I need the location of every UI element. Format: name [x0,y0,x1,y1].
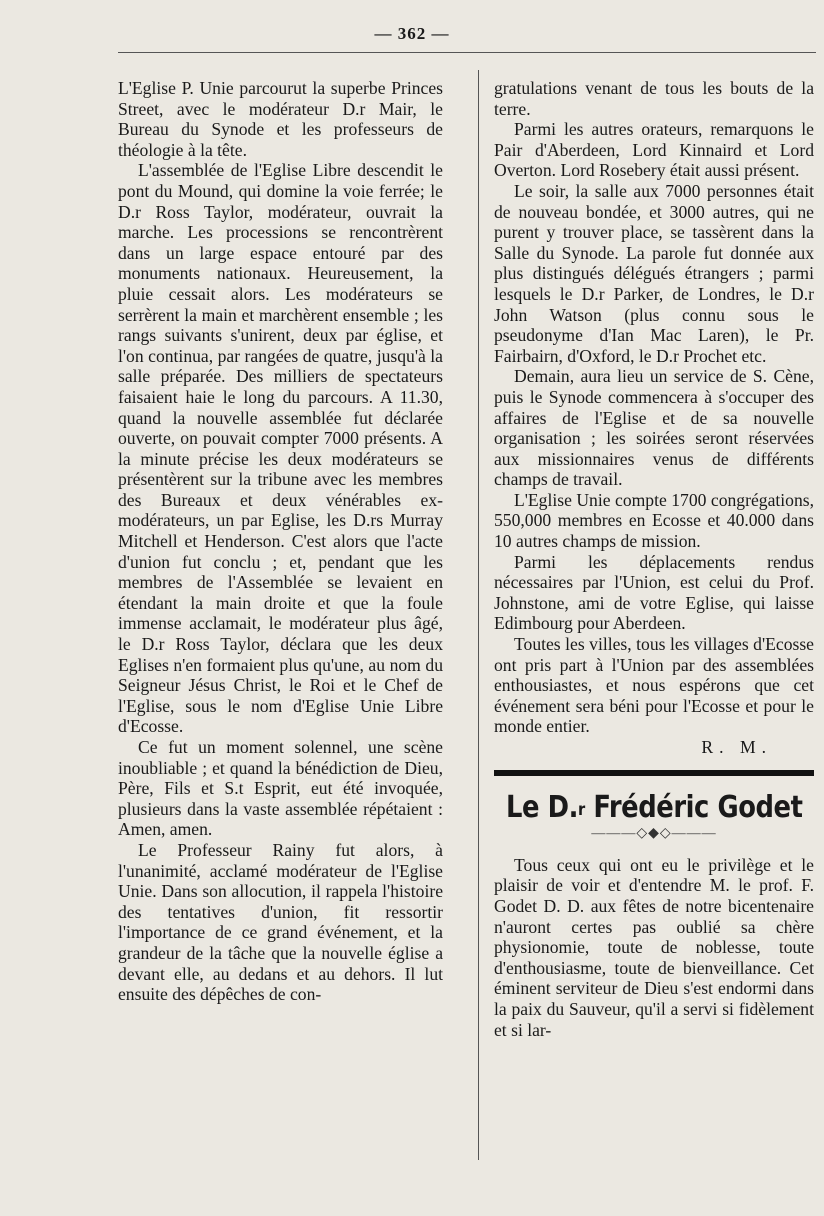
paragraph: L'assemblée de l'Eglise Libre descendit le pont du Mound, qui domine la voie ferrée; le D.r Ross Taylor, modérateur, ouvrait la marche. Les processions se rencontrèrent dans un large espace entouré par des monuments nationaux. Heureusement, la pluie cessait alors. Les modérateurs se serrèrent la main et marchèrent ensemble ; les rangs suivants s'unirent, deux par église, et l'on continua, par rangées de quatre, jusqu'à la salle préparée. Des milliers de spectateurs faisaient haie le long du parcours. A 11.30, quand la nouvelle assemblée fut déclarée ouverte, on pouvait compter 7000 présents. A la minute précise les deux modérateurs se présentèrent sur la tribune avec les membres des Bureaux et deux vénérables ex-modérateurs, un par Eglise, les D.rs Murray Mitchell et Henderson. C'est alors que l'acte d'union fut conclu ; et, pendant que les membres de l'Assemblée se levaient en étendant la main droite et que la foule immense acclamait, le modérateur plus âgé, le D.r Ross Taylor, déclara que les deux Eglises n'en formaient plus qu'une, au nom du Seigneur Jésus Christ, le Roi et le Chef de l'Eglise, sous le nom d'Eglise Unie Libre d'Ecosse. [118,160,443,737]
paragraph: Le Professeur Rainy fut alors, à l'unanimité, acclamé modérateur de l'Eglise Unie. Dans son allocution, il rappela l'histoire des tentatives d'union, fit ressortir l'importance de ce grand événement, et la grandeur de la tâche que la nouvelle église a devant elle, au dedans et au dehors. Il lut ensuite des dépêches de con- [118,839,443,1005]
heading-name: Frédéric Godet [584,789,803,825]
paragraph: Parmi les autres orateurs, remarquons le Pair d'Aberdeen, Lord Kinnaird et Lord Overton. Lord Rosebery était aussi présent. [494,119,814,181]
paragraph: Parmi les déplacements rendus nécessaires par l'Union, est celui du Prof. Johnstone, ami de votre Eglise, qui laisse Edimbourg pour Aberdeen. [494,551,814,634]
page-number: — 362 — [374,24,450,43]
signature: R. M. [701,737,772,757]
paragraph: Le soir, la salle aux 7000 personnes était de nouveau bondée, et 3000 autres, qui ne purent y trouver place, se tassèrent dans la Salle du Synode. La parole fut donnée aux plus distingués délégués étrangers ; parmi lesquels le D.r Parker, de Londres, le D.r John Watson (plus connu sous le pseudonyme d'Ian Mac Laren), le Pr. Fairbairn, d'Oxford, le D.r Prochet etc. [494,180,814,366]
ornament-divider: ———◇◆◇——— [591,826,717,842]
heading-superscript: r [577,799,585,820]
paragraph: Demain, aura lieu un service de S. Cène, puis le Synode commencera à s'occuper des affaires de l'Eglise et de sa nouvelle organisation ; les soirées seront réservées aux missionnaires venus de différents champs de travail. [494,366,814,490]
paragraph: Toutes les villes, tous les villages d'Ecosse ont pris part à l'Union par des assemblées enthousiastes, et nous espérons que cet événement sera béni pour l'Ecosse et pour le monde entier. [494,634,814,737]
article-body: Tous ceux qui ont eu le privilège et le plaisir de voir et d'entendre M. le prof. F. Godet D. D. aux fêtes de notre bicentenaire n'auront certes pas oublié sa chère physionomie, toute de noblesse, toute d'enthousiasme, toute de bienveillance. Cet éminent serviteur de Dieu s'est endormi dans la paix du Sauveur, qu'il a servi si fidèlement et si lar- [494,854,814,1040]
paragraph-continued: gratulations venant de tous les bouts de la terre. [494,78,814,119]
heading-prefix: Le D. [506,789,578,825]
paragraph: L'Eglise Unie compte 1700 congrégations, 550,000 membres en Ecosse et 40.000 dans 10 autres champs de mission. [494,489,814,552]
right-column [494,78,814,1040]
article-heading [506,789,803,825]
header-rule [118,52,816,53]
left-column [118,78,443,1005]
section-separator [494,770,814,776]
paragraph-continued: L'Eglise P. Unie parcourut la superbe Princes Street, avec le modérateur D.r Mair, le Bureau du Synode et les professeurs de théologie à la tête. [118,78,443,160]
column-divider [478,70,479,1160]
paragraph: Ce fut un moment solennel, une scène inoubliable ; et quand la bénédiction de Dieu, Père, Fils et S.t Esprit, eut été invoquée, plusieurs dans la vaste assemblée répétaient : Amen, amen. [118,737,443,840]
